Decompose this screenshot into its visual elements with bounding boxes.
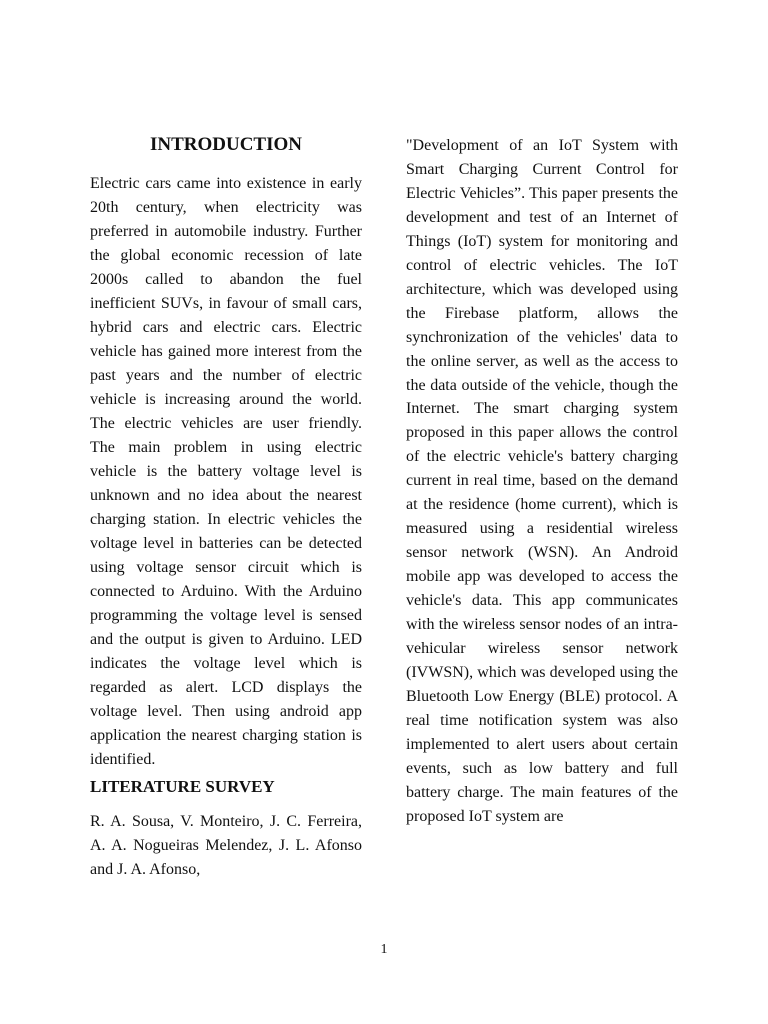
introduction-paragraph: Electric cars came into existence in early 20th century, when electricity was preferred in automobile industry. Further the global economic recession of late 2000s called to abandon the fuel inefficient SUVs, in favour of small cars, hybrid cars and electric cars. Electric vehicle has gained more interest from the past years and the number of electric vehicle is increasing around the world. The electric vehicles are user friendly. The main problem in using electric vehicle is the battery voltage level is unknown and no idea about the nearest charging station. In electric vehicles the voltage level in batteries can be detected using voltage sensor circuit which is connected to Arduino. With the Arduino programming the voltage level is sensed and the output is given to Arduino. LED indicates the voltage level which is regarded as alert. LCD displays the voltage level. Then using android app application the nearest charging station is identified. — [90, 175, 362, 768]
literature-survey-heading: LITERATURE SURVEY — [90, 777, 275, 796]
left-column — [90, 128, 362, 882]
right-column-paragraph: "Development of an IoT System with Smart Charging Current Control for Electric Vehicles”. This paper presents the development and test of an Internet of Things (IoT) system for monitoring and control of electric vehicles. The IoT architecture, which was developed using the Firebase platform, allows the synchronization of the vehicles' data to the online server, as well as the access to the data outside of the vehicle, though the Internet. The smart charging system proposed in this paper allows the control of the electric vehicle's battery charging current in real time, based on the demand at the residence (home current), which is measured using a residential wireless sensor network (WSN). An Android mobile app was developed to access the vehicle's data. This app communicates with the wireless sensor nodes of an intra-vehicular wireless sensor network (IVWSN), which was developed using the Bluetooth Low Energy (BLE) protocol. A real time notification system was also implemented to alert users about certain events, such as low battery and full battery charge. The main features of the proposed IoT system are — [406, 137, 678, 825]
page-number: 1 — [380, 942, 388, 957]
right-column — [406, 134, 678, 829]
introduction-heading: INTRODUCTION — [149, 134, 303, 155]
literature-survey-paragraph: R. A. Sousa, V. Monteiro, J. C. Ferreira, A. A. Nogueiras Melendez, J. L. Afonso and J. A. Afonso, — [90, 813, 362, 878]
